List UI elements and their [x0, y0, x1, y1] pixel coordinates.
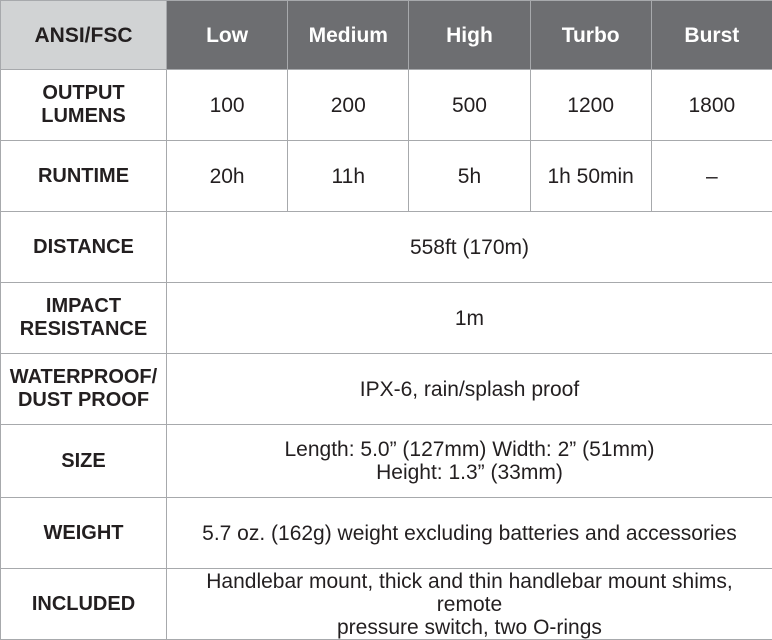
header-mode-burst: Burst	[651, 1, 772, 70]
runtime-label: RUNTIME	[1, 141, 167, 212]
output-high-value: 500	[409, 70, 530, 141]
included-value-line2: pressure switch, two O-rings	[337, 615, 602, 639]
runtime-high-value: 5h	[409, 141, 530, 212]
output-low-value: 100	[167, 70, 288, 141]
included-value	[167, 569, 772, 640]
impact-resistance-row	[1, 283, 772, 354]
output-label-line2: LUMENS	[41, 105, 126, 127]
runtime-turbo-value: 1h 50min	[530, 141, 651, 212]
header-mode-turbo: Turbo	[530, 1, 651, 70]
distance-row	[1, 212, 772, 283]
header-row	[1, 1, 772, 70]
waterproof-row	[1, 354, 772, 425]
output-turbo-value: 1200	[530, 70, 651, 141]
waterproof-label-line2: DUST PROOF	[17, 389, 150, 411]
waterproof-value: IPX-6, rain/splash proof	[167, 354, 772, 425]
impact-label-line2: RESISTANCE	[19, 318, 148, 340]
output-burst-value: 1800	[651, 70, 772, 141]
output-lumens-row	[1, 70, 772, 141]
impact-resistance-value: 1m	[167, 283, 772, 354]
runtime-medium-value: 11h	[288, 141, 409, 212]
weight-row	[1, 498, 772, 569]
header-mode-medium: Medium	[288, 1, 409, 70]
waterproof-label-line1: WATERPROOF/	[9, 366, 158, 388]
size-row	[1, 425, 772, 498]
weight-value: 5.7 oz. (162g) weight excluding batteries and accessories	[167, 498, 772, 569]
header-ansi-fsc: ANSI/FSC	[1, 1, 167, 70]
size-label: SIZE	[1, 425, 167, 498]
weight-label: WEIGHT	[1, 498, 167, 569]
size-value	[167, 425, 772, 498]
impact-label-line1: IMPACT	[45, 295, 122, 317]
output-lumens-label	[1, 70, 167, 141]
size-value-line1: Length: 5.0” (127mm) Width: 2” (51mm)	[284, 438, 655, 461]
waterproof-label	[1, 354, 167, 425]
header-mode-high: High	[409, 1, 530, 70]
runtime-low-value: 20h	[167, 141, 288, 212]
included-label: INCLUDED	[1, 569, 167, 640]
runtime-row	[1, 141, 772, 212]
size-value-line2: Height: 1.3” (33mm)	[376, 461, 563, 484]
distance-value: 558ft (170m)	[167, 212, 772, 283]
included-value-line1: Handlebar mount, thick and thin handlebar mount shims, remote	[206, 569, 733, 616]
output-label-line1: OUTPUT	[42, 82, 125, 104]
output-medium-value: 200	[288, 70, 409, 141]
included-row	[1, 569, 772, 640]
runtime-burst-value: –	[651, 141, 772, 212]
header-mode-low: Low	[167, 1, 288, 70]
distance-label: DISTANCE	[1, 212, 167, 283]
impact-resistance-label	[1, 283, 167, 354]
